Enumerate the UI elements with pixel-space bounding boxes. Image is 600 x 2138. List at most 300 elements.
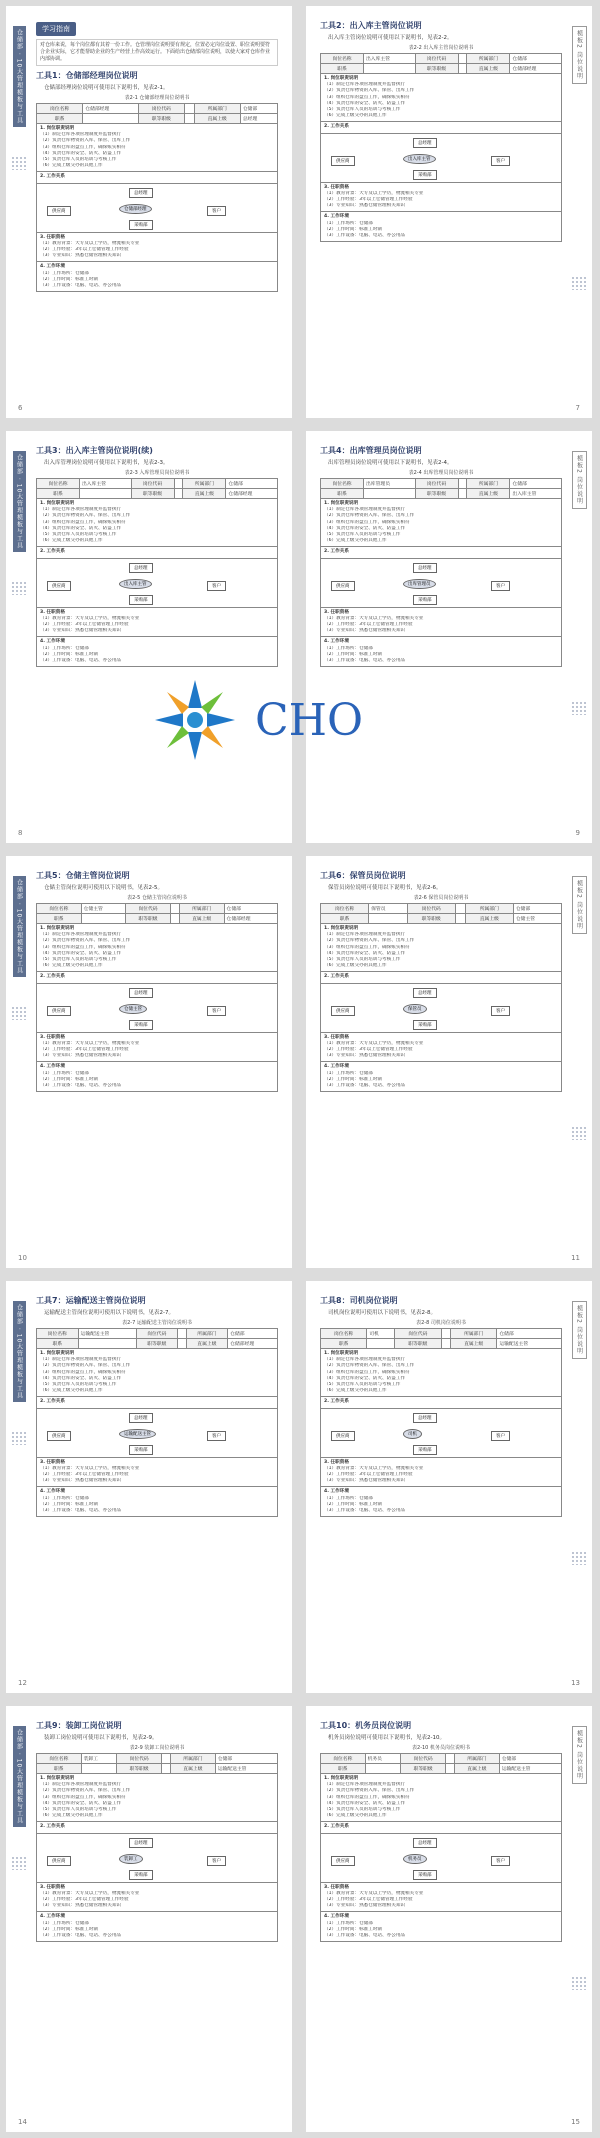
list-item: （5）负责仓库人员的培训与考核工作 (40, 1382, 117, 1388)
duty-heading: 1. 岗位职责说明 (324, 76, 359, 81)
list-item: （5）负责仓库人员的培训与考核工作 (324, 1807, 401, 1813)
label-rank: 职系 (37, 1339, 79, 1349)
node-ceo: 总经理 (413, 1838, 437, 1848)
duty-heading: 1. 岗位职责说明 (324, 1776, 359, 1781)
job-description (36, 445, 278, 667)
node-post: 司机 (403, 1429, 422, 1439)
job-description (320, 1295, 562, 1517)
rank-value (80, 489, 132, 499)
node-dept: 采购部 (129, 1870, 153, 1880)
direct-super-value: 仓储主管 (513, 914, 561, 924)
dept-value: 仓储部 (510, 479, 562, 489)
decor-dots (571, 701, 587, 715)
node-ceo: 总经理 (129, 188, 153, 198)
side-tab (572, 876, 586, 934)
list-item: （3）专业知识：熟悉仓储管理相关知识 (40, 1903, 122, 1909)
node-customer: 客户 (207, 1006, 226, 1016)
job-table (320, 53, 562, 74)
relations-heading: 2. 工作关系 (40, 1399, 65, 1405)
side-tab (572, 1301, 586, 1359)
qualify-heading: 3. 任职资格 (40, 1034, 65, 1040)
qualify-section (320, 608, 562, 638)
label-direct-super: 直属上级 (451, 1339, 497, 1349)
relations-heading: 2. 工作关系 (324, 549, 349, 555)
page-7 (306, 6, 592, 418)
manager-value (445, 1764, 454, 1774)
node-dept: 采购部 (129, 595, 153, 605)
env-section (320, 1912, 562, 1942)
list-item: （3）工作设备：电脑、电话、办公用品 (324, 233, 406, 239)
env-section (36, 1062, 278, 1092)
manager-value (455, 914, 465, 924)
post-name-value: 出入库主管 (80, 479, 132, 489)
list-item: （3）工作设备：电脑、电话、办公用品 (40, 1508, 122, 1514)
dept-value: 仓储部 (226, 479, 278, 489)
label-rank: 职系 (321, 914, 369, 924)
list-item: （5）负责仓库人员的培训与考核工作 (40, 532, 117, 538)
table-caption: 表2-1 仓储部经理岗位说明书 (124, 95, 190, 101)
relations-section (36, 1397, 278, 1408)
label-post-name: 岗位名称 (37, 1329, 79, 1339)
list-item: （3）组织仓库的盘点工作，确保账实相符 (324, 944, 410, 950)
duty-list (324, 1782, 558, 1819)
list-item: （2）工作时间：标准工时制 (40, 1926, 99, 1932)
label-dept: 所属部门 (171, 1754, 216, 1764)
tool-intro: 保管员岗位说明可使用以下说明书，见表2-6。 (328, 885, 442, 891)
label-post-name: 岗位名称 (37, 904, 82, 914)
list-item: （6）完成上级交办的其他工作 (324, 1388, 387, 1394)
node-customer: 客户 (207, 206, 226, 216)
label-dept: 所属部门 (467, 479, 510, 489)
dept-value: 仓储部 (497, 1329, 562, 1339)
qualify-section (36, 1883, 278, 1913)
list-item: （1）工作场所：仓储部 (324, 220, 373, 226)
label-manager-header: 职等职级 (395, 1339, 441, 1349)
duty-list (324, 82, 558, 119)
list-item: （1）工作场所：仓储部 (40, 1920, 89, 1926)
relations-heading: 2. 工作关系 (324, 974, 349, 980)
module-label: 模板2 岗位说明 (572, 1301, 587, 1359)
label-manager-header: 职等职级 (415, 64, 458, 74)
list-item: （1）教育背景：大专及以上学历，物流相关专业 (40, 1890, 140, 1896)
node-dept: 采购部 (413, 1870, 437, 1880)
duty-list (40, 1357, 274, 1394)
direct-super-value: 出入库主管 (510, 489, 562, 499)
label-dept: 所属部门 (183, 479, 226, 489)
node-ceo: 总经理 (413, 988, 437, 998)
list-item: （5）负责仓库人员的培训与考核工作 (324, 1382, 401, 1388)
node-supplier: 供应商 (47, 1856, 71, 1866)
page-13 (306, 1281, 592, 1693)
qualify-heading: 3. 任职资格 (324, 1459, 349, 1465)
rank-value (369, 914, 408, 924)
node-post: 装卸工 (119, 1854, 143, 1864)
direct-super-value: 运输配送主管 (215, 1764, 277, 1774)
list-item: （3）组织仓库的盘点工作，确保账实相符 (324, 1369, 410, 1375)
node-post: 出入库主管 (119, 579, 152, 589)
list-item: （1）制定仓库各项管理制度并监督执行 (40, 1782, 122, 1788)
list-item: （4）负责仓库的安全、防火、防盗工作 (324, 525, 406, 531)
node-supplier: 供应商 (47, 1006, 71, 1016)
list-item: （1）制定仓库各项管理制度并监督执行 (40, 1357, 122, 1363)
list-item: （2）负责仓库物资的入库、保管、出库工作 (40, 1788, 131, 1794)
list-item: （1）制定仓库各项管理制度并监督执行 (324, 1357, 406, 1363)
node-ceo: 总经理 (129, 1838, 153, 1848)
list-item: （1）制定仓库各项管理制度并监督执行 (324, 1782, 406, 1788)
side-tab (12, 876, 26, 977)
qualify-list (324, 191, 558, 210)
list-item: （6）完成上级交办的其他工作 (324, 113, 387, 119)
list-item: （1）工作场所：仓储部 (324, 1920, 373, 1926)
rank-value (83, 114, 138, 124)
duty-section (36, 924, 278, 972)
page-14 (6, 1706, 292, 2132)
qualify-list (40, 241, 274, 260)
label-post-name: 岗位名称 (321, 1754, 366, 1764)
node-ceo: 总经理 (129, 1413, 153, 1423)
series-label: 仓储部 · 10大管理模板与工具 (13, 1301, 26, 1402)
dept-value: 仓储部 (228, 1329, 278, 1339)
job-description (36, 1720, 278, 1942)
dept-value: 仓储部 (499, 1754, 561, 1764)
duty-list (324, 932, 558, 969)
list-item: （1）教育背景：大专及以上学历，物流相关专业 (40, 240, 140, 246)
node-supplier: 供应商 (331, 581, 355, 591)
decor-dots (571, 1126, 587, 1140)
tool-intro: 出入库主管岗位说明可使用以下说明书，见表2-2。 (328, 35, 453, 41)
list-item: （3）专业知识：熟悉仓储管理相关知识 (324, 1053, 406, 1059)
direct-super-value: 运输配送主管 (499, 1764, 561, 1774)
qualify-heading: 3. 任职资格 (40, 609, 65, 615)
qualify-section (320, 1033, 562, 1063)
env-list (40, 1496, 274, 1515)
decor-dots (571, 276, 587, 290)
duty-list (324, 1357, 558, 1394)
env-list (40, 1921, 274, 1940)
list-item: （1）制定仓库各项管理制度并监督执行 (40, 932, 122, 938)
label-direct-super: 直属上级 (467, 489, 510, 499)
list-item: （2）工作经验：3年以上仓储管理工作经验 (324, 1472, 413, 1478)
job-table (320, 478, 562, 499)
relations-section (320, 1397, 562, 1408)
env-heading: 4. 工作环境 (40, 1489, 65, 1495)
page-9 (306, 431, 592, 843)
list-item: （4）负责仓库的安全、防火、防盗工作 (324, 1800, 406, 1806)
qualify-heading: 3. 任职资格 (324, 184, 349, 190)
duty-list (40, 1782, 274, 1819)
tool-intro: 司机岗位说明可使用以下说明书，见表2-8。 (328, 1310, 436, 1316)
list-item: （3）工作设备：电脑、电话、办公用品 (40, 1933, 122, 1939)
label-rank: 职系 (37, 914, 82, 924)
node-customer: 客户 (207, 1431, 226, 1441)
relations-diagram (320, 559, 562, 608)
relations-section (36, 172, 278, 183)
env-section (320, 212, 562, 242)
list-item: （2）负责仓库物资的入库、保管、出库工作 (40, 138, 131, 144)
relations-section (36, 547, 278, 558)
page-number: 15 (571, 2118, 580, 2126)
qualify-section (36, 1033, 278, 1063)
manager-value (161, 1764, 170, 1774)
node-post: 出入库主管 (403, 154, 436, 164)
node-supplier: 供应商 (331, 1431, 355, 1441)
list-item: （3）组织仓库的盘点工作，确保账实相符 (324, 519, 410, 525)
tool-intro: 出入库管理岗位说明可使用以下说明书，见表2-3。 (44, 460, 169, 466)
relations-diagram (320, 1409, 562, 1458)
node-supplier: 供应商 (331, 1006, 355, 1016)
list-item: （2）负责仓库物资的入库、保管、出库工作 (40, 938, 131, 944)
node-customer: 客户 (491, 581, 510, 591)
list-item: （1）教育背景：大专及以上学历，物流相关专业 (324, 615, 424, 621)
label-manager-header: 职等职级 (117, 1764, 162, 1774)
rank-value (78, 1339, 136, 1349)
node-post: 保管员 (403, 1004, 427, 1014)
node-dept: 采购部 (413, 170, 437, 180)
label-post-name: 岗位名称 (321, 1329, 367, 1339)
list-item: （2）工作经验：3年以上仓储管理工作经验 (40, 1047, 129, 1053)
node-ceo: 总经理 (129, 563, 153, 573)
list-item: （1）教育背景：大专及以上学历，物流相关专业 (324, 190, 424, 196)
list-item: （3）工作设备：电脑、电话、办公用品 (40, 283, 122, 289)
relations-diagram (36, 1834, 278, 1883)
relations-heading: 2. 工作关系 (40, 1824, 65, 1830)
table-caption: 表2-7 运输配送主管岗位说明书 (122, 1320, 192, 1326)
manager-value (178, 1339, 187, 1349)
qualify-heading: 3. 任职资格 (324, 1884, 349, 1890)
direct-super-value: 仓储部经理 (224, 914, 277, 924)
list-item: （1）教育背景：大专及以上学历，物流相关专业 (40, 1465, 140, 1471)
list-item: （1）教育背景：大专及以上学历，物流相关专业 (324, 1890, 424, 1896)
list-item: （4）负责仓库的安全、防火、防盗工作 (40, 1800, 122, 1806)
list-item: （3）工作设备：电脑、电话、办公用品 (324, 658, 406, 664)
relations-diagram (320, 984, 562, 1033)
list-item: （3）工作设备：电脑、电话、办公用品 (40, 1083, 122, 1089)
label-manager-header: 职等职级 (131, 489, 174, 499)
series-label: 仓储部 · 10大管理模板与工具 (13, 451, 26, 552)
table-caption: 表2-9 装卸工岗位说明书 (129, 1745, 185, 1751)
post-name-value: 运输配送主管 (78, 1329, 136, 1339)
rank-value (364, 489, 416, 499)
label-rank: 职系 (321, 64, 364, 74)
list-item: （2）工作经验：3年以上仓储管理工作经验 (324, 1047, 413, 1053)
label-direct-super: 直属上级 (455, 1764, 500, 1774)
duty-section (36, 124, 278, 172)
label-manager-header: 职等职级 (401, 1764, 446, 1774)
env-list (324, 221, 558, 240)
list-item: （2）负责仓库物资的入库、保管、出库工作 (324, 1363, 415, 1369)
label-direct-super: 直属上级 (186, 1339, 228, 1349)
list-item: （2）负责仓库物资的入库、保管、出库工作 (324, 513, 415, 519)
node-dept: 采购部 (129, 1020, 153, 1030)
env-list (324, 1921, 558, 1940)
list-item: （6）完成上级交办的其他工作 (324, 963, 387, 969)
duty-heading: 1. 岗位职责说明 (40, 1776, 75, 1781)
label-post-code: 岗位代码 (131, 479, 174, 489)
qualify-section (320, 1883, 562, 1913)
node-dept: 采购部 (129, 220, 153, 230)
env-heading: 4. 工作环境 (324, 1914, 349, 1920)
flower-icon (155, 680, 235, 760)
decor-dots (11, 1856, 27, 1870)
list-item: （3）工作设备：电脑、电话、办公用品 (324, 1933, 406, 1939)
relations-heading: 2. 工作关系 (324, 1399, 349, 1405)
list-item: （1）工作场所：仓储部 (40, 645, 89, 651)
list-item: （3）组织仓库的盘点工作，确保账实相符 (40, 1369, 126, 1375)
side-tab (12, 1301, 26, 1402)
env-section (36, 1487, 278, 1517)
manager-value (441, 1339, 451, 1349)
list-item: （2）工作时间：标准工时制 (324, 651, 383, 657)
job-description (36, 870, 278, 1092)
duty-list (40, 507, 274, 544)
list-item: （2）负责仓库物资的入库、保管、出库工作 (40, 513, 131, 519)
node-customer: 客户 (491, 1856, 510, 1866)
list-item: （5）负责仓库人员的培训与考核工作 (40, 157, 117, 163)
list-item: （6）完成上级交办的其他工作 (40, 163, 103, 169)
tool-intro: 装卸工岗位说明可使用以下说明书，见表2-9。 (44, 1735, 158, 1741)
label-post-name: 岗位名称 (321, 904, 369, 914)
list-item: （1）制定仓库各项管理制度并监督执行 (324, 82, 406, 88)
decor-dots (11, 581, 27, 595)
relations-heading: 2. 工作关系 (324, 1824, 349, 1830)
qualify-list (40, 616, 274, 635)
node-post: 仓储部经理 (119, 204, 152, 214)
label-post-name: 岗位名称 (37, 479, 80, 489)
node-supplier: 供应商 (331, 1856, 355, 1866)
side-tab (12, 26, 26, 127)
list-item: （6）完成上级交办的其他工作 (324, 538, 387, 544)
list-item: （2）工作时间：标准工时制 (324, 226, 383, 232)
node-customer: 客户 (207, 1856, 226, 1866)
job-description (320, 1720, 562, 1942)
list-item: （6）完成上级交办的其他工作 (40, 1388, 103, 1394)
qualify-section (36, 233, 278, 263)
list-item: （2）工作时间：标准工时制 (324, 1926, 383, 1932)
node-supplier: 供应商 (47, 1431, 71, 1441)
job-description (320, 20, 562, 242)
rank-value (367, 1339, 395, 1349)
table-caption: 表2-3 入库管理员岗位说明书 (124, 470, 190, 476)
tool-intro: 仓储部经理岗位说明可使用以下说明书，见表2-1。 (44, 85, 169, 91)
list-item: （2）工作时间：标准工时制 (324, 1076, 383, 1082)
relations-heading: 2. 工作关系 (40, 174, 65, 180)
post-name-value: 仓储部经理 (83, 104, 138, 114)
post-name-value: 出入库主管 (364, 54, 416, 64)
list-item: （4）负责仓库的安全、防火、防盗工作 (40, 1375, 122, 1381)
list-item: （1）工作场所：仓储部 (40, 1495, 89, 1501)
label-direct-super: 直属上级 (179, 914, 224, 924)
label-post-code: 岗位代码 (415, 54, 458, 64)
post-code-value (455, 904, 465, 914)
direct-super-value: 总经理 (240, 114, 277, 124)
page-6 (6, 6, 292, 418)
direct-super-value: 仓储部经理 (228, 1339, 278, 1349)
env-list (40, 1071, 274, 1090)
list-item: （3）组织仓库的盘点工作，确保账实相符 (324, 1794, 410, 1800)
list-item: （3）工作设备：电脑、电话、办公用品 (324, 1083, 406, 1089)
label-manager-header: 职等职级 (407, 914, 455, 924)
label-manager-header: 职等职级 (136, 1339, 178, 1349)
node-supplier: 供应商 (331, 156, 355, 166)
job-table (36, 903, 278, 924)
list-item: （3）组织仓库的盘点工作，确保账实相符 (40, 1794, 126, 1800)
page-number: 12 (18, 1679, 27, 1687)
label-dept: 所属部门 (455, 1754, 500, 1764)
post-code-value (458, 479, 467, 489)
env-heading: 4. 工作环境 (40, 1064, 65, 1070)
node-dept: 采购部 (129, 1445, 153, 1455)
page-number: 10 (18, 1254, 27, 1262)
relations-section (320, 972, 562, 983)
list-item: （5）负责仓库人员的培训与考核工作 (324, 107, 401, 113)
label-rank: 职系 (321, 1339, 367, 1349)
duty-list (40, 132, 274, 169)
node-post: 运输配送主管 (119, 1429, 156, 1439)
rank-value (365, 1764, 401, 1774)
relations-heading: 2. 工作关系 (40, 549, 65, 555)
list-item: （3）专业知识：熟悉仓储管理相关知识 (40, 628, 122, 634)
post-code-value (458, 54, 467, 64)
list-item: （2）工作经验：3年以上仓储管理工作经验 (40, 247, 129, 253)
study-guide-text: 对仓库来说，每个岗位都有其着一份工作。仓管理岗位说明要有规定，位置必定岗位设置、职位说明要符合企业实际，它才能帮助企业的生产经营上作高效运行。下面给出仓储部岗位说明，以使大家对仓库作业内部协调。 (36, 39, 278, 66)
duty-heading: 1. 岗位职责说明 (40, 501, 75, 506)
list-item: （1）教育背景：大专及以上学历，物流相关专业 (324, 1465, 424, 1471)
env-list (324, 1496, 558, 1515)
relations-diagram (320, 1834, 562, 1883)
table-caption: 表2-10 机务员岗位说明书 (412, 1745, 470, 1751)
page-8 (6, 431, 292, 843)
list-item: （1）工作场所：仓储部 (324, 1495, 373, 1501)
list-item: （1）工作场所：仓储部 (40, 270, 89, 276)
list-item: （2）工作经验：3年以上仓储管理工作经验 (40, 1472, 129, 1478)
env-section (36, 262, 278, 292)
decor-dots (571, 1976, 587, 1990)
relations-section (36, 1822, 278, 1833)
list-item: （5）负责仓库人员的培训与考核工作 (40, 957, 117, 963)
list-item: （2）工作时间：标准工时制 (40, 651, 99, 657)
env-section (320, 1487, 562, 1517)
duty-section (320, 1774, 562, 1822)
env-heading: 4. 工作环境 (40, 1914, 65, 1920)
duty-section (320, 1349, 562, 1397)
job-table (36, 1328, 278, 1349)
list-item: （2）工作经验：3年以上仓储管理工作经验 (324, 622, 413, 628)
job-description (320, 870, 562, 1092)
env-list (40, 271, 274, 290)
label-post-name: 岗位名称 (37, 1754, 82, 1764)
page-number: 8 (18, 829, 23, 837)
label-post-code: 岗位代码 (395, 1329, 441, 1339)
module-label: 模板2 岗位说明 (572, 876, 587, 934)
page-11 (306, 856, 592, 1268)
tool-title: 工具5：仓储主管岗位说明 (36, 871, 130, 880)
label-post-code: 岗位代码 (138, 104, 184, 114)
job-table (320, 903, 562, 924)
duty-heading: 1. 岗位职责说明 (324, 926, 359, 931)
duty-section (320, 924, 562, 972)
list-item: （2）负责仓库物资的入库、保管、出库工作 (40, 1363, 131, 1369)
qualify-list (324, 1466, 558, 1485)
table-caption: 表2-8 司机岗位说明书 (416, 1320, 466, 1326)
module-label: 模板2 岗位说明 (572, 1726, 587, 1784)
node-supplier: 供应商 (47, 206, 71, 216)
node-customer: 客户 (207, 581, 226, 591)
side-tab (12, 451, 26, 552)
node-dept: 采购部 (413, 1445, 437, 1455)
post-code-value (174, 479, 183, 489)
manager-value (174, 489, 183, 499)
label-dept: 所属部门 (465, 904, 513, 914)
